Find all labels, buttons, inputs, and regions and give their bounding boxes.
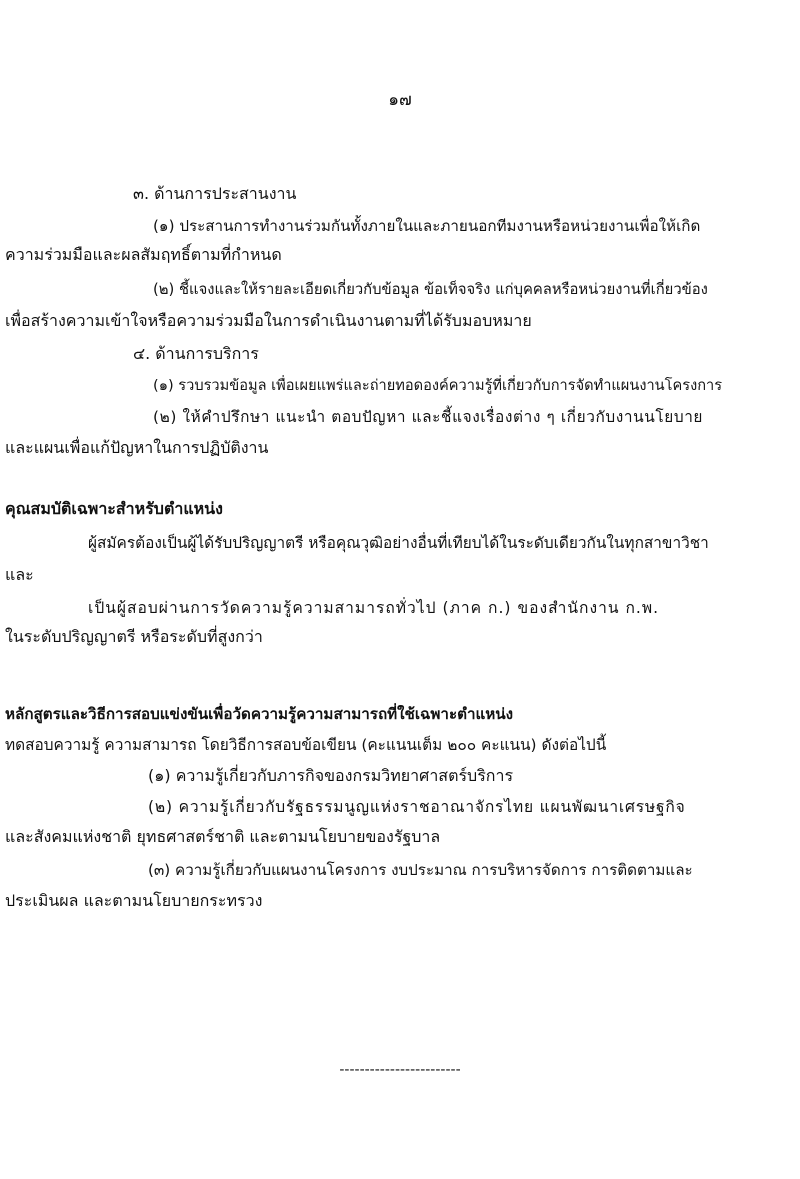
qualifications-para-1-line-1: ผู้สมัครต้องเป็นผู้ได้รับปริญญาตรี หรือคุณวุฒิอย่างอื่นที่เทียบได้ในระดับเดียวกันในทุกสาขาวิชา (88, 534, 709, 552)
section-3-item-2-line-1: (๒) ชี้แจงและให้รายละเอียดเกี่ยวกับข้อมูล ข้อเท็จจริง แก่บุคคลหรือหน่วยงานที่เกี่ยวข้อง (153, 281, 708, 298)
section-3-heading: ๓. ด้านการประสานงาน (133, 184, 297, 203)
section-4-item-2-line-2: และแผนเพื่อแก้ปัญหาในการปฏิบัติงาน (5, 438, 269, 457)
section-3-item-2-line-2: เพื่อสร้างความเข้าใจหรือความร่วมมือในการดำเนินงานตามที่ได้รับมอบหมาย (5, 311, 532, 330)
exam-item-2-line-2: และสังคมแห่งชาติ ยุทธศาสตร์ชาติ และตามนโยบายของรัฐบาล (5, 827, 441, 846)
qualifications-heading: คุณสมบัติเฉพาะสำหรับตำแหน่ง (5, 499, 223, 518)
section-4-item-1-line-1: (๑) รวบรวมข้อมูล เพื่อเผยแพร่และถ่ายทอดองค์ความรู้ที่เกี่ยวกับการจัดทำแผนงานโครงการ (153, 377, 723, 394)
section-4-heading: ๔. ด้านการบริการ (133, 344, 259, 363)
section-3-item-1-line-1: (๑) ประสานการทำงานร่วมกันทั้งภายในและภายนอกทีมงานหรือหน่วยงานเพื่อให้เกิด (153, 217, 701, 235)
qualifications-para-1-line-2: และ (5, 565, 34, 584)
section-3-item-1-line-2: ความร่วมมือและผลสัมฤทธิ์ตามที่กำหนด (5, 245, 282, 264)
exam-item-3-line-2: ประเมินผล และตามนโยบายกระทรวง (5, 891, 263, 910)
exam-item-1-line-1: (๑) ความรู้เกี่ยวกับภารกิจของกรมวิทยาศาสตร์บริการ (148, 766, 514, 785)
exam-heading: หลักสูตรและวิธีการสอบแข่งขันเพื่อวัดความรู้ความสามารถที่ใช้เฉพาะตำแหน่ง (5, 705, 514, 723)
exam-item-3-line-1: (๓) ความรู้เกี่ยวกับแผนงานโครงการ งบประมาณ การบริหารจัดการ การติดตามและ (148, 861, 693, 879)
end-separator: ------------------------ (339, 1062, 461, 1078)
qualifications-para-2-line-2: ในระดับปริญญาตรี หรือระดับที่สูงกว่า (5, 627, 263, 646)
section-4-item-2-line-1: (๒) ให้คำปรึกษา แนะนำ ตอบปัญหา และชี้แจงเรื่องต่าง ๆ เกี่ยวกับงานนโยบาย (153, 408, 704, 426)
qualifications-para-2-line-1: เป็นผู้สอบผ่านการวัดความรู้ความสามารถทั่วไป (ภาค ก.) ของสำนักงาน ก.พ. (88, 599, 660, 617)
exam-item-2-line-1: (๒) ความรู้เกี่ยวกับรัฐธรรมนูญแห่งราชอาณาจักรไทย แผนพัฒนาเศรษฐกิจ (148, 798, 686, 816)
exam-intro: ทดสอบความรู้ ความสามารถ โดยวิธีการสอบข้อเขียน (คะแนนเต็ม ๒๐๐ คะแนน) ดังต่อไปนี้ (5, 736, 607, 754)
page-number: ๑๗ (388, 90, 412, 110)
